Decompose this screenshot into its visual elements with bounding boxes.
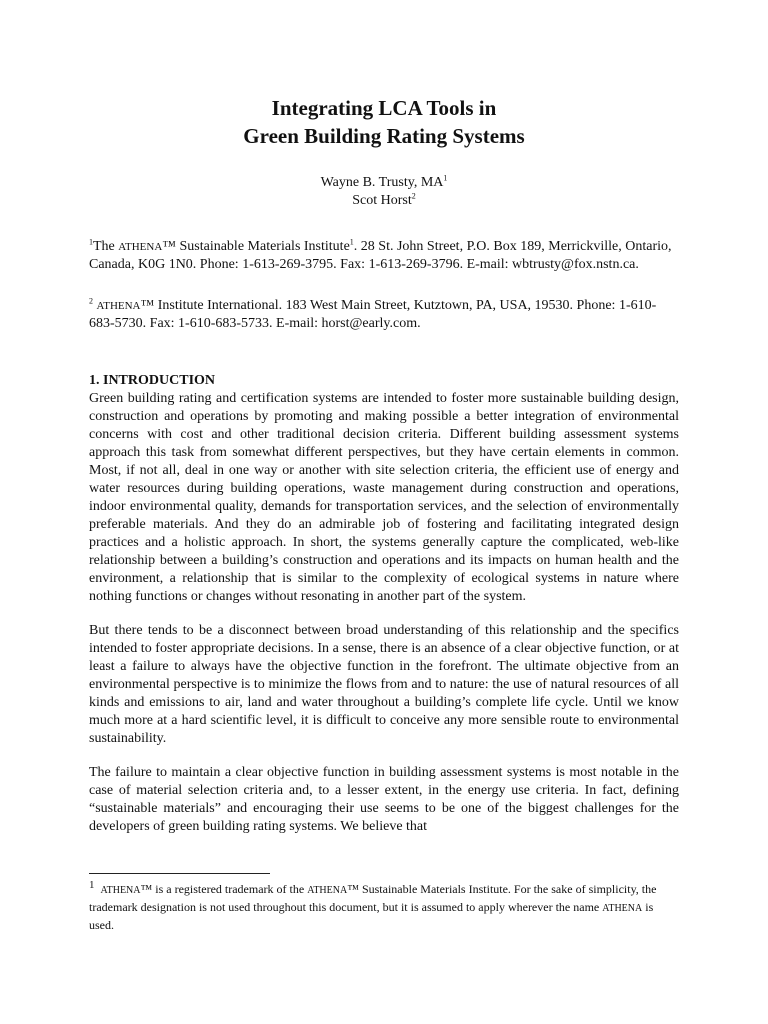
- footnote-brand-3: ATHENA: [602, 903, 643, 914]
- footnote-brand-2: ATHENA: [307, 885, 348, 896]
- paragraph-3: The failure to maintain a clear objective function in building assessment systems is most notable in the case of material selection criteria and, to a lesser extent, in the energy use criteria. In fact, defining “sustainable materials” and encouraging their use seems to be one of the biggest challenges for the developers of green building rating systems. We believe that: [89, 765, 679, 834]
- author-list: [0, 174, 768, 210]
- affiliation-2: [89, 297, 679, 333]
- affiliation-2-brand: ATHENA: [96, 300, 141, 312]
- footnote-text-3: is used.: [89, 900, 654, 932]
- section-heading: 1. INTRODUCTION: [89, 373, 216, 388]
- introduction-section: [89, 372, 679, 852]
- title-line-2: Green Building Rating Systems: [243, 124, 525, 148]
- author-2-name: Scot Horst: [352, 193, 412, 208]
- affiliation-1: [89, 238, 679, 274]
- paragraph-1: Green building rating and certification systems are intended to foster more sustainable building design, construction and operations by promoting and making possible a better integration of environmental concerns with cost and other traditional decision criteria. Different building assessment systems approach this task from somewhat different perspectives, but they have certain elements in common. Most, if not all, deal in one way or another with site selection criteria, the efficient use of energy and water resources during building operations, waste management during construction and operations, indoor environmental quality, demands for transportation services, and the selection of environmentally preferable materials. And they do an admirable job of fostering and facilitating integrated design practices and a holistic approach. In short, the systems generally capture the complicated, web-like relationship between a building’s construction and operations and its impacts on human health and the environment, a relationship that is similar to the complexity of ecological systems in nature where nothing functions or changes without resonating in another part of the system.: [89, 391, 679, 604]
- author-2-mark: 2: [411, 191, 416, 201]
- footnote-text-1: ™ is a registered trademark of the: [140, 882, 308, 896]
- title-line-1: Integrating LCA Tools in: [271, 96, 497, 120]
- paper-title: [0, 94, 768, 150]
- author-1-mark: 1: [443, 173, 448, 183]
- affiliation-1-address: . 28 St. John Street, P.O. Box 189, Merrickville, Ontario, Canada, K0G 1N0. Phone: 1-613-269-3795. Fax: 1-613-269-3796. E-mail: wbtrusty@fox.nstn.ca.: [89, 239, 672, 272]
- author-2: [0, 192, 768, 210]
- footnote: [89, 881, 679, 933]
- footnote-text-2: ™ Sustainable Materials Institute. For the sake of simplicity, the trademark designation is not used throughout this document, but it is assumed to apply wherever the name: [89, 882, 657, 914]
- affiliation-1-mark: 1: [89, 237, 93, 247]
- affiliation-1-tm-text: ™ Sustainable Materials Institute: [162, 239, 350, 254]
- author-1-name: Wayne B. Trusty, MA: [320, 175, 444, 190]
- affiliation-1-inner-mark: 1: [349, 237, 354, 247]
- affiliation-2-address: ™ Institute International. 183 West Main Street, Kutztown, PA, USA, 19530. Phone: 1-610-683-5730. Fax: 1-610-683-5733. E-mail: horst@early.com.: [89, 298, 657, 331]
- footnote-brand-1: ATHENA: [100, 885, 141, 896]
- footnote-divider: [89, 873, 270, 874]
- author-1: [0, 174, 768, 192]
- paragraph-2: But there tends to be a disconnect between broad understanding of this relationship and the specifics intended to foster appropriate decisions. In a sense, there is an absence of a clear objective function, or at least a failure to always have the objective function in the forefront. The ultimate objective from an environmental perspective is to minimize the flows from and to nature: the use of natural resources of all kinds and emissions to air, land and water throughout a building’s complete life cycle. Until we know much more at a hard scientific level, it is difficult to conceive any more sensible route to environmental sustainability.: [89, 623, 679, 746]
- affiliation-1-lead: The: [93, 239, 119, 254]
- affiliation-1-brand: ATHENA: [118, 241, 163, 253]
- footnote-mark: 1: [89, 879, 95, 891]
- affiliation-2-mark: 2: [89, 296, 93, 306]
